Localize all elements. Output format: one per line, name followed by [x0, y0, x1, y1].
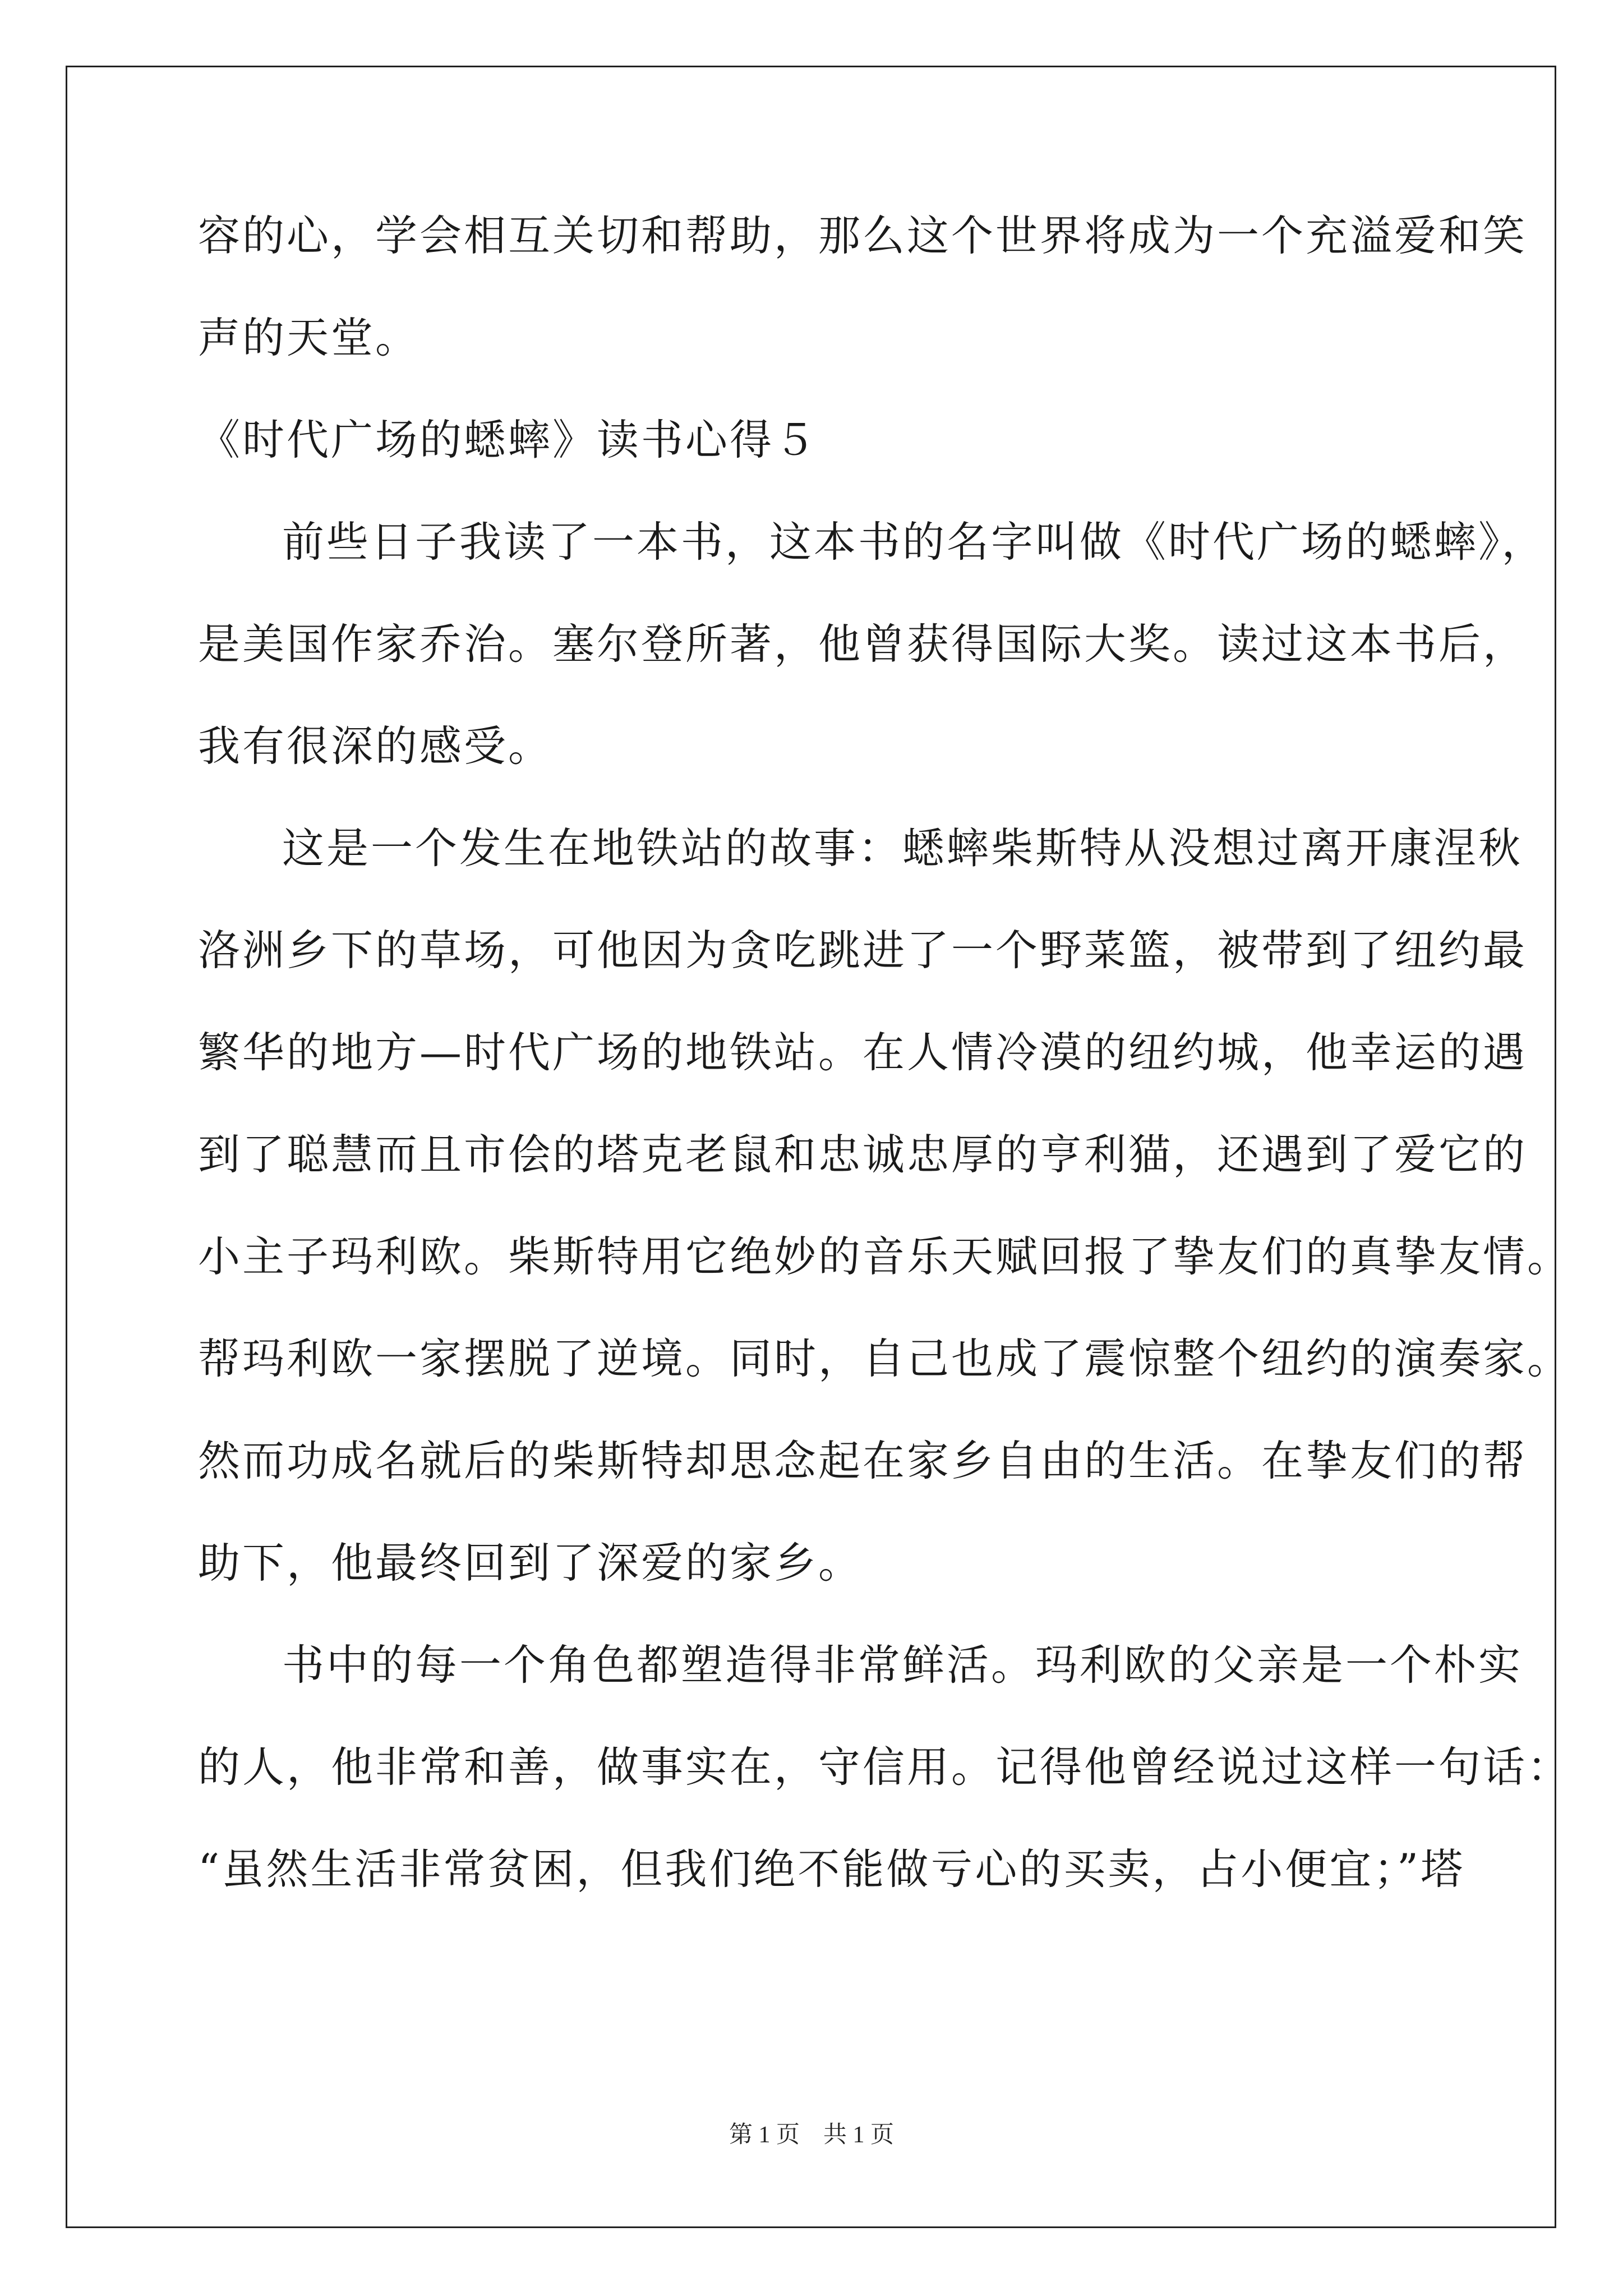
text-line: 我有很深的感受。 — [198, 721, 553, 771]
paragraph-first-line: 前些日子我读了一本书，这本书的名字叫做《时代广场的蟋蟀》， — [282, 517, 1546, 567]
page-number-footer: 第 1 页 共 1 页 — [728, 2122, 894, 2148]
text-line: 的人，他非常和善，做事实在，守信用。记得他曾经说过这样一句话： — [198, 1742, 1572, 1792]
paragraph-first-line: 书中的每一个角色都塑造得非常鲜活。玛利欧的父亲是一个朴实 — [282, 1640, 1523, 1690]
document-body — [198, 208, 1572, 1943]
text-line: 然而功成名就后的柴斯特却思念起在家乡自由的生活。在挚友们的帮 — [198, 1436, 1528, 1485]
text-line: 助下，他最终回到了深爱的家乡。 — [198, 1538, 863, 1588]
text-line: 洛洲乡下的草场，可他因为贪吃跳进了一个野菜篮，被带到了纽约最 — [198, 926, 1528, 975]
text-line: 小主子玛利欧。柴斯特用它绝妙的音乐天赋回报了挚友们的真挚友情。 — [198, 1232, 1572, 1281]
paragraph-first-line: 这是一个发生在地铁站的故事：蟋蟀柴斯特从没想过离开康涅秋 — [282, 823, 1523, 873]
text-line: 是美国作家乔治。塞尔登所著，他曾获得国际大奖。读过这本书后， — [198, 619, 1528, 669]
text-line: 繁华的地方—时代广场的地铁站。在人情冷漠的纽约城，他幸运的遇 — [198, 1028, 1528, 1077]
text-line: 到了聪慧而且市侩的塔克老鼠和忠诚忠厚的亨利猫，还遇到了爱它的 — [198, 1130, 1528, 1179]
text-line: 容的心，学会相互关切和帮助，那么这个世界将成为一个充溢爱和笑 — [198, 211, 1528, 260]
section-heading: 《时代广场的蟋蟀》读书心得５ — [198, 415, 819, 464]
text-line: 声的天堂。 — [198, 313, 420, 362]
text-line: “虽然生活非常贫困，但我们绝不能做亏心的买卖，占小便宜；”塔 — [198, 1844, 1465, 1894]
text-line: 帮玛利欧一家摆脱了逆境。同时，自己也成了震惊整个纽约的演奏家。 — [198, 1334, 1572, 1383]
